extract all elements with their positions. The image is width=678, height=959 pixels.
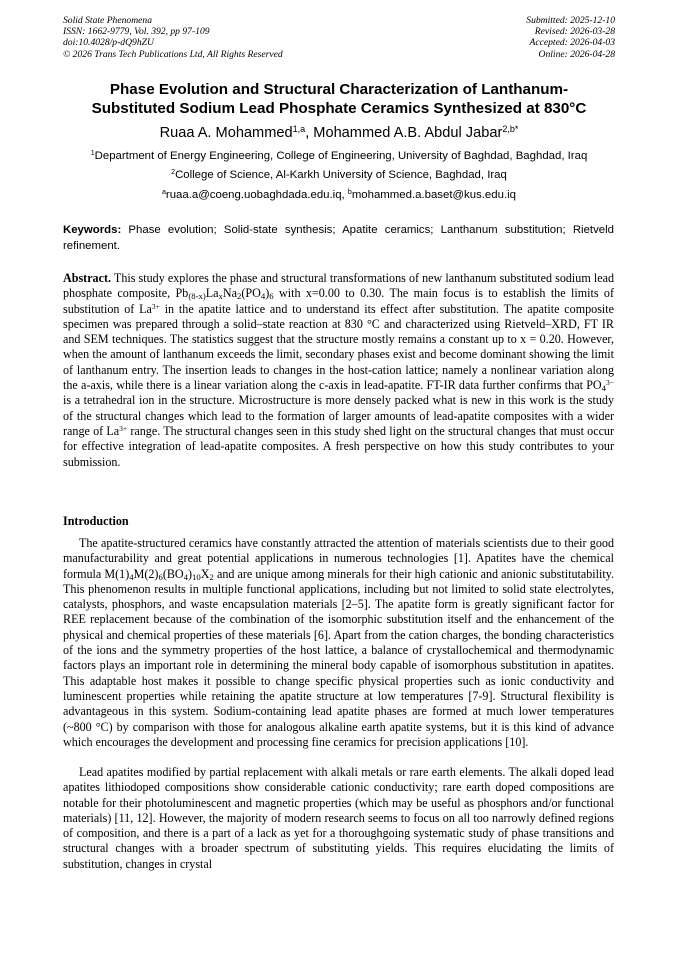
formula-sub: 10: [192, 571, 201, 582]
introduction-paragraph-1: [63, 536, 614, 750]
abstract: [63, 271, 614, 470]
journal-name: Solid State Phenomena: [63, 15, 152, 26]
formula-part: Na: [222, 286, 237, 301]
copyright: © 2026 Trans Tech Publications Ltd, All Rights Reserved: [63, 48, 283, 60]
revised-date: Revised: 2026-03-28: [534, 26, 615, 38]
ion-charge: 3+: [119, 423, 128, 433]
abstract-text-5: range. The structural changes seen in this study shed light on the structural changes that must occur for effective integration of lead-apatite composites. A fresh perspective on how this study contributes to your submission.: [63, 423, 615, 469]
paragraph-text: The apatite-structured ceramics have constantly attracted the attention of materials scientists due to their good manufacturability and great potential applications in numerous technologies [1]. Apatites have the chemical formula M(1): [63, 536, 614, 581]
formula-sub: (8-x): [188, 291, 206, 302]
affiliation-1-marker: 1: [90, 150, 95, 158]
ion-charge: 3+: [151, 301, 160, 311]
formula-sub: 2: [236, 291, 242, 302]
affiliation-2: [0, 168, 678, 182]
author-list: [0, 124, 678, 142]
formula-sub: 6: [269, 291, 274, 302]
ion-charge: 3−: [606, 377, 614, 387]
journal-info: [63, 15, 283, 60]
email-b-link[interactable]: mohammed.a.baset@kus.edu.iq: [351, 189, 516, 201]
abstract-label: Abstract.: [63, 271, 112, 285]
abstract-text-3: in the apatite lattice and to understand its effect after substitution. The apatite composite specimen was prepared through a solid–state reaction at 830 °C and characterized using Rietveld–XRD, FT IR and SEM techniques. The statistics suggest that the structure mostly remains a constant up to x = 0.20. However, when the amount of lanthanum exceeds the limit, secondary phases exist and become dominant showing the limit of lanthanum entry. The insertion leads to changes in the host-cation lattice; namely a nonlinear variation along the a-axis, while there is a linear variation along the c-axis in lead-apatite. FT-IR data further confirms that PO: [63, 301, 614, 393]
abstract-text-4: is a tetrahedral ion in the structure. Microstructure is more densely packed what is new in this work is the study of the structural changes which lead to the formation of larger amounts of lead-apatite composites with a wider range of La: [63, 393, 614, 438]
formula-sub: x: [218, 291, 223, 302]
email-a-link[interactable]: ruaa.a@coeng.uobaghdada.edu.iq: [165, 189, 342, 201]
issn-volume: ISSN: 1662-9779, Vol. 392, pp 97-109: [63, 26, 210, 38]
introduction-paragraph-2: Lead apatites modified by partial replacement with alkali metals or rare earth elements. The alkali doped lead apatites lithiodoped compositions show considerable cationic conductivity; rare earth doped compositions are notable for their photoluminescent and magnetic properties (which may be useful as phosphors and/or functional materials) [11, 12]. However, the majority of modern research seems to focus on all too narrowly defined regions of composition, and there is a part of a lack as yet for a thoroughgoing systematic study of phase transitions and structural changes with a broader spectrum of substituting yields. This requires elucidating the limits of substitution, changes in crystal: [63, 765, 614, 871]
formula-sub: 2: [209, 571, 214, 582]
title-line-1: Phase Evolution and Structural Characterization of Lanthanum-: [109, 81, 569, 98]
paragraph-text: and are unique among minerals for their high cationic and anionic substitutability. This phenomenon results in multiple functional applications, including but not limited to solid state electrolytes, catalysts, phosphors, and waste encapsulation materials [2–5]. The apatite form is greatly significant factor for REE replacement because of the combination of the isomorphic substitution itself and the enhancement of the physical and chemical properties of these materials [6]. Apart from the cation charges, the bonding characteristics of the ions and the symmetry properties of the host lattice, a balance of crystallochemical and thermodynamic factors plays an important role in determining the mineral body capable of isomorphous substitution in apatites. This adaptable host makes it possible to change specific physical properties such as ionic conductivity and luminescent properties while retaining the apatite structure at low temperatures [7-9]. Structural flexibility is advantageous in this system. Sodium-containing lead apatite phases are formed at much lower temperatures (~800 °C) by comparison with those for analogous alkaline earth apatite systems, but it is this kind of advance which encourages the development and processing fine ceramics for precision applications [10].: [63, 566, 614, 749]
author-2: Mohammed A.B. Abdul Jabar: [313, 125, 503, 141]
title-line-2: Substituted Sodium Lead Phosphate Ceramics Synthesized at 830°C: [91, 100, 587, 117]
formula-part: X: [200, 566, 210, 581]
affiliation-2-text: College of Science, Al-Karkh University of Science, Baghdad, Iraq: [175, 169, 507, 181]
keywords: [63, 223, 614, 254]
formula-sub: 4: [183, 571, 189, 582]
formula-sub: 6: [158, 571, 163, 582]
keywords-text: Phase evolution; Solid-state synthesis; Apatite ceramics; Lanthanum substitution; Rietveld refinement.: [63, 224, 614, 252]
formula-part: ): [265, 286, 270, 301]
affiliation-1: [0, 149, 678, 163]
paper-title: [40, 80, 638, 118]
email-separator: ,: [341, 189, 348, 201]
submission-dates: [526, 15, 615, 60]
author-1: Ruaa A. Mohammed: [159, 125, 293, 141]
author-1-affil: 1,a: [292, 124, 306, 135]
affiliation-2-marker: 2: [171, 169, 176, 177]
formula-part: M(2): [133, 566, 159, 581]
abstract-text-2: with x=0.00 to 0.30. The main focus is to establish the limits of substitution of La: [63, 286, 615, 316]
email-b-marker: b: [347, 189, 352, 197]
doi[interactable]: doi:10.4028/p-dQ9hZU: [63, 37, 154, 49]
formula-part: (PO: [241, 286, 261, 301]
formula-part: (BO: [162, 566, 184, 581]
email-a-marker: a: [162, 189, 166, 197]
formula-sub: 4: [601, 383, 607, 394]
submitted-date: Submitted: 2025-12-10: [526, 15, 615, 26]
introduction-heading: Introduction: [63, 514, 129, 528]
emails: [0, 188, 678, 202]
keywords-label: Keywords:: [63, 224, 122, 236]
author-2-affil: 2,b*: [502, 124, 519, 135]
affiliation-1-text: Department of Energy Engineering, College of Engineering, University of Baghdad, Baghdad, Iraq: [94, 150, 588, 162]
formula-part: La: [205, 286, 219, 301]
author-separator: ,: [305, 125, 314, 141]
accepted-date: Accepted: 2026-04-03: [529, 37, 615, 49]
formula-sub: 4: [129, 571, 134, 582]
formula-part: ): [188, 566, 193, 581]
formula-sub: 4: [260, 291, 266, 302]
online-date: Online: 2026-04-28: [538, 48, 615, 60]
abstract-text-1: This study explores the phase and structural transformations of new lanthanum substituted sodium lead phosphate composite, Pb: [63, 271, 614, 301]
